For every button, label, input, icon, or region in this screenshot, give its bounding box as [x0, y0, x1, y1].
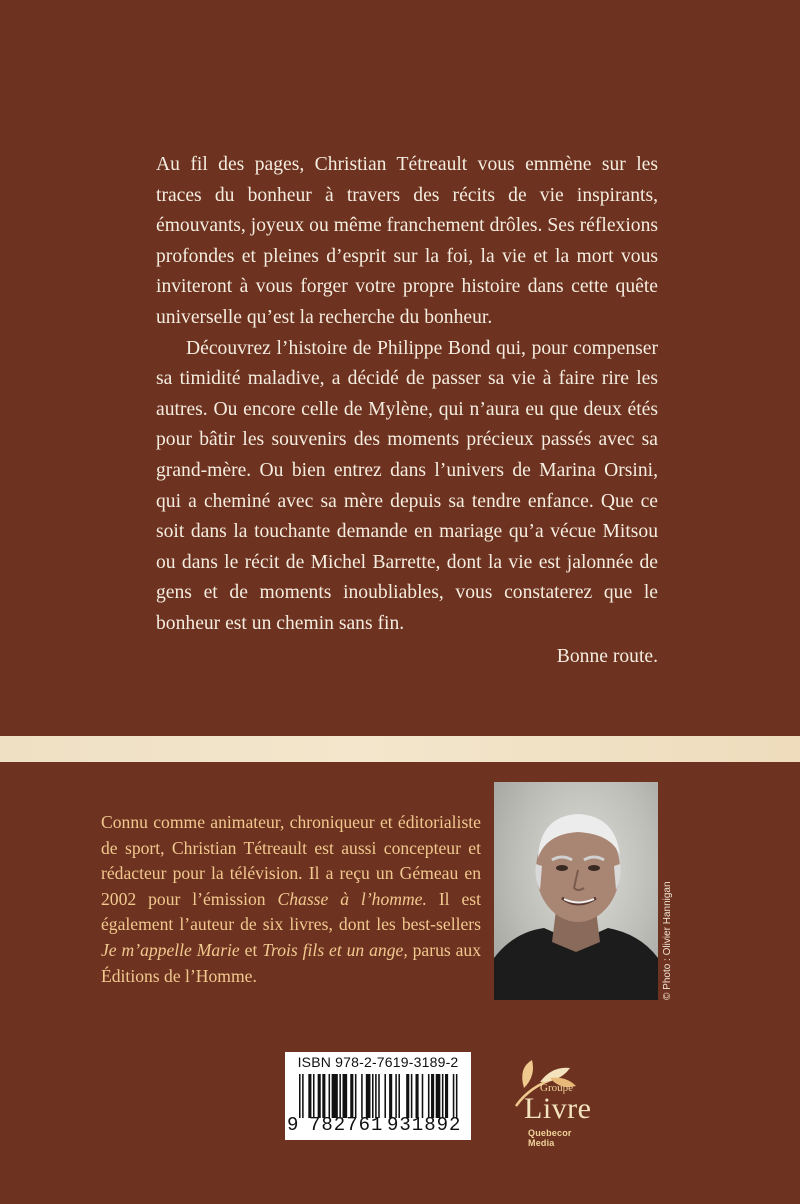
decorative-band — [0, 736, 800, 762]
barcode-bar — [350, 1074, 353, 1118]
barcode-bar — [299, 1074, 301, 1118]
barcode-bars — [299, 1074, 459, 1118]
barcode-digits-right: 931892 — [387, 1114, 462, 1136]
barcode-bar — [322, 1074, 325, 1118]
barcode-bar — [411, 1074, 413, 1118]
barcode-bar — [422, 1074, 424, 1118]
barcode-bar — [343, 1074, 348, 1118]
bio-part-4: parus aux Éditions de l’Homme. — [101, 939, 482, 986]
barcode-bar — [431, 1074, 434, 1118]
photo-credit: © Photo : Olivier Hannigan — [662, 881, 673, 1000]
bio-part-1: Connu comme animateur, chroniqueur et éditorialiste de sport, Christian Tétreault est aussi concepteur et rédacteur pour la télévision. Il a reçu un Gémeau en 2002 pour l’émission — [101, 812, 481, 909]
barcode-digits — [285, 1114, 471, 1138]
barcode-bar — [406, 1074, 409, 1118]
summary-paragraph-1: Au fil des pages, Christian Tétreault vous emmène sur les traces du bonheur à travers des récits de vie inspirants, émouvants, joyeux ou même franchement drôles. Ses réflexions profondes et pleines d’esprit sur la foi, la vie et la mort vous inviteront à vous forger votre propre histoire dans cette quête universelle qu’est la recherche du bonheur. — [156, 154, 658, 328]
logo-groupe: Groupe — [540, 1082, 573, 1094]
barcode-bar — [366, 1074, 371, 1118]
barcode-bar — [445, 1074, 448, 1118]
barcode-bar — [442, 1074, 444, 1118]
logo-livre: Livre — [524, 1092, 592, 1125]
publisher-logo — [490, 1056, 600, 1146]
barcode-bar — [355, 1074, 357, 1118]
barcode-bar — [389, 1074, 392, 1118]
barcode-bar — [395, 1074, 397, 1118]
barcode-bar — [361, 1074, 363, 1118]
barcode-bar — [436, 1074, 441, 1118]
barcode-bar — [453, 1074, 455, 1118]
barcode-digits-left: 782761 — [309, 1114, 384, 1136]
barcode-digit-first: 9 — [287, 1114, 299, 1136]
barcode-bar — [456, 1074, 458, 1118]
barcode-bar — [308, 1074, 311, 1118]
bio-book-1: Je m’appelle Marie — [101, 939, 240, 960]
barcode-bar — [318, 1074, 321, 1118]
barcode-bar — [398, 1074, 400, 1118]
isbn-label: ISBN 978-2-7619-3189-2 — [297, 1054, 459, 1070]
barcode-bar — [332, 1074, 338, 1118]
barcode-bar — [372, 1074, 374, 1118]
barcode-bar — [378, 1074, 380, 1118]
author-bio — [101, 810, 481, 989]
barcode-bar — [416, 1074, 419, 1118]
barcode-bar — [384, 1074, 386, 1118]
barcode-bar — [339, 1074, 341, 1118]
bio-part-2: Il est également l’auteur de six livres, dont les best-sellers — [101, 888, 482, 935]
barcode-bar — [375, 1074, 377, 1118]
summary-text — [156, 150, 658, 672]
author-photo — [494, 782, 658, 1000]
isbn-barcode — [285, 1052, 471, 1140]
barcode-bar — [428, 1074, 430, 1118]
barcode-bar — [302, 1074, 304, 1118]
bio-show-title: Chasse à l’homme. — [277, 888, 427, 909]
summary-signoff: Bonne route. — [556, 645, 658, 667]
summary-paragraph-2: Découvrez l’histoire de Philippe Bond qui, pour compenser sa timidité maladive, a décidé de passer sa vie à faire rire les autres. Ou encore celle de Mylène, qui n’aura eu que deux étés pour bâtir les souvenirs des moments précieux passés avec sa grand-mère. Ou bien entrez dans l’univers de Marina Orsini, qui a cheminé avec sa mère depuis sa tendre enfance. Que ce soit dans la touchante demande en mariage qu’a vécue Mitsou ou dans le récit de Michel Barrette, dont la vie est jalonnée de gens et de moments inoubliables, vous constaterez que le bonheur est un chemin sans fin. — [156, 337, 658, 634]
bio-book-2: Trois fils et un ange, — [262, 939, 408, 960]
bio-part-3: et — [239, 939, 263, 960]
author-bio-paragraph — [101, 810, 481, 989]
logo-tagline: Quebecor Media — [528, 1128, 572, 1148]
barcode-bar — [329, 1074, 331, 1118]
barcode-bar — [313, 1074, 315, 1118]
